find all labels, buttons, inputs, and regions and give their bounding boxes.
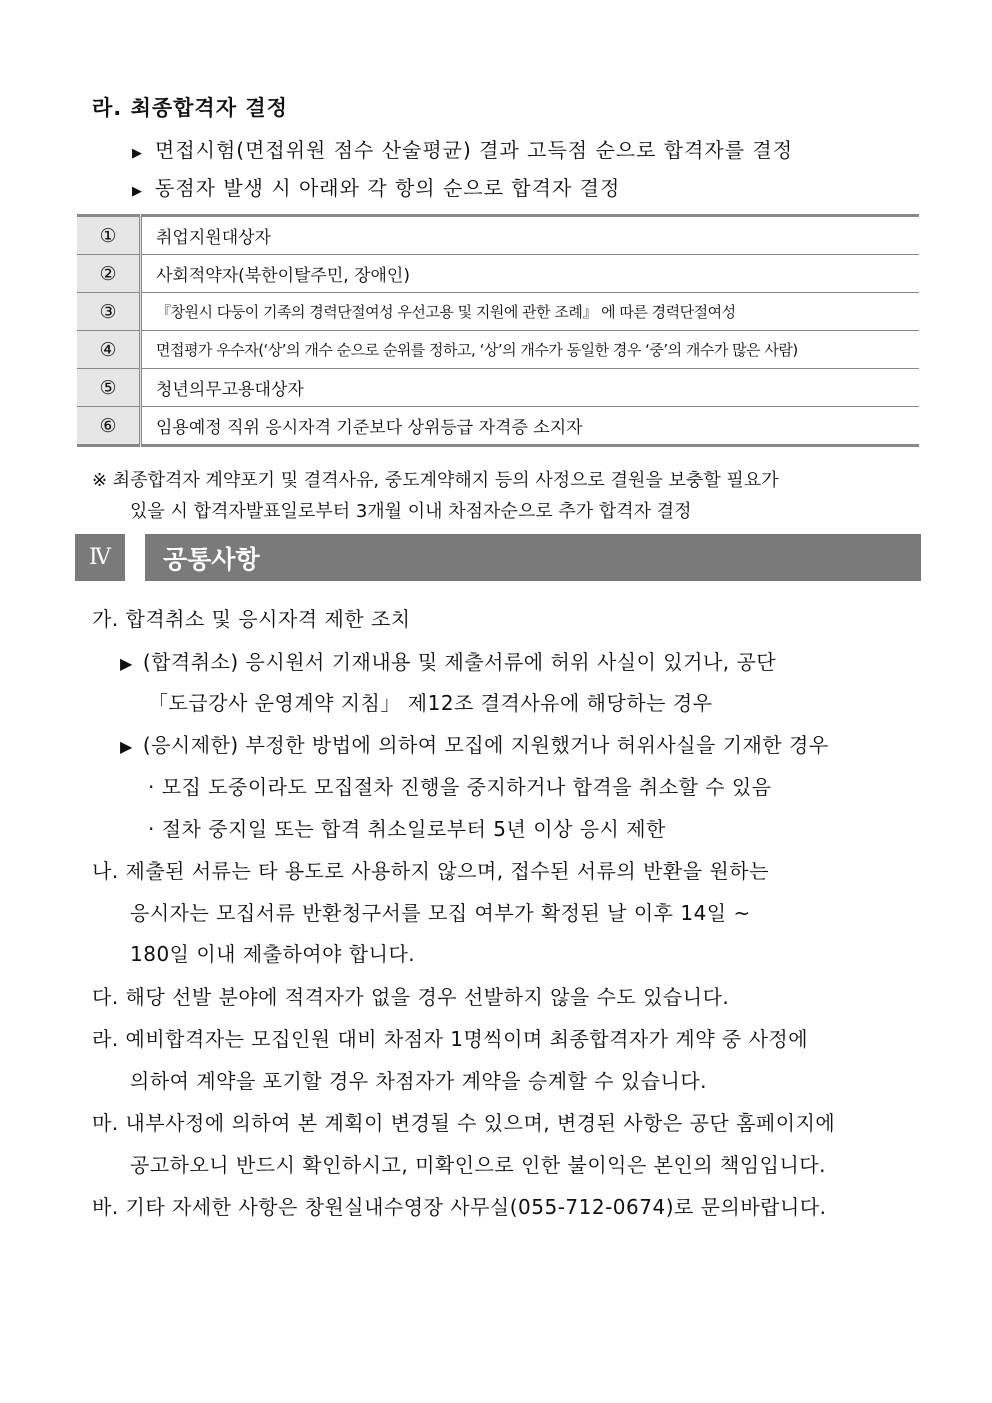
priority-number: ① xyxy=(77,216,141,255)
paragraph-ma: 마. 내부사정에 의하여 본 계획이 변경될 수 있으며, 변경된 사항은 공단 홈페이지에 xyxy=(92,1111,836,1135)
section-number-badge: Ⅳ xyxy=(75,534,125,581)
bullet-item: ▶ 동점자 발생 시 아래와 각 항의 순으로 합격자 결정 xyxy=(132,176,621,200)
priority-text: 사회적약자(북한이탈주민, 장애인) xyxy=(141,255,920,293)
paragraph-ma-continuation: 공고하오니 반드시 확인하시고, 미확인으로 인한 불이익은 본인의 책임입니다. xyxy=(130,1153,826,1177)
note-line: ※ 최종합격자 계약포기 및 결격사유, 중도계약해지 등의 사정으로 결원을 보충할 필요가 xyxy=(92,470,779,491)
note-line: 있을 시 합격자발표일로부터 3개월 이내 차점자순으로 추가 합격자 결정 xyxy=(130,501,692,522)
list-item-continuation: 「도급강사 운영계약 지침」 제12조 결격사유에 해당하는 경우 xyxy=(148,691,713,715)
paragraph-na-continuation: 180일 이내 제출하여야 합니다. xyxy=(130,942,416,966)
section-heading-ra: 라. 최종합격자 결정 xyxy=(92,96,288,120)
priority-number: ③ xyxy=(77,293,141,331)
table-row xyxy=(77,407,919,446)
table-row xyxy=(77,369,919,407)
sub-item: · 절차 중지일 또는 합격 취소일로부터 5년 이상 응시 제한 xyxy=(148,817,666,841)
triangle-bullet-icon: ▶ xyxy=(132,146,143,161)
paragraph-na-continuation: 응시자는 모집서류 반환청구서를 모집 여부가 확정된 날 이후 14일 ~ xyxy=(130,901,751,925)
table-row xyxy=(77,293,919,331)
paragraph-na: 나. 제출된 서류는 타 용도로 사용하지 않으며, 접수된 서류의 반환을 원하는 xyxy=(92,859,769,883)
list-item: ▶ (합격취소) 응시원서 기재내용 및 제출서류에 허위 사실이 있거나, 공단 xyxy=(120,650,777,674)
bullet-item: ▶ 면접시험(면접위원 점수 산술평균) 결과 고득점 순으로 합격자를 결정 xyxy=(132,138,794,162)
paragraph-ra: 라. 예비합격자는 모집인원 대비 차점자 1명씩이며 최종합격자가 계약 중 사정에 xyxy=(92,1027,809,1051)
paragraph-ra-continuation: 의하여 계약을 포기할 경우 차점자가 계약을 승계할 수 있습니다. xyxy=(130,1069,708,1093)
table-row xyxy=(77,331,919,369)
table-row xyxy=(77,216,919,255)
priority-text: 임용예정 직위 응시자격 기준보다 상위등급 자격증 소지자 xyxy=(156,418,583,438)
triangle-bullet-icon: ▶ xyxy=(132,184,143,199)
triangle-bullet-icon: ▶ xyxy=(120,737,133,756)
priority-text: 청년의무고용대상자 xyxy=(141,369,920,407)
list-item: ▶ (응시제한) 부정한 방법에 의하여 모집에 지원했거나 허위사실을 기재한 경우 xyxy=(120,733,829,757)
sub-item: · 모집 도중이라도 모집절차 진행을 중지하거나 합격을 취소할 수 있음 xyxy=(148,775,772,799)
paragraph-ba: 바. 기타 자세한 사항은 창원실내수영장 사무실(055-712-0674)로 문의바랍니다. xyxy=(92,1195,827,1219)
priority-number: ④ xyxy=(77,331,141,369)
paragraph-ga-heading: 가. 합격취소 및 응시자격 제한 조치 xyxy=(92,607,411,631)
paragraph-da: 다. 해당 선발 분야에 적격자가 없을 경우 선발하지 않을 수도 있습니다. xyxy=(92,985,730,1009)
tiebreak-priority-table xyxy=(77,214,919,447)
priority-number: ⑤ xyxy=(77,369,141,407)
section-title: 공통사항 xyxy=(145,534,921,581)
table-row xyxy=(77,255,919,293)
priority-text: 『창원시 다둥이 기족의 경력단절여성 우선고용 및 지원에 관한 조례』 에 따른 경력단절여성 xyxy=(141,293,920,331)
priority-number: ② xyxy=(77,255,141,293)
priority-text: 면접평가 우수자(‘상’의 개수 순으로 순위를 정하고, ‘상’의 개수가 동일한 경우 ‘중’의 개수가 많은 사람) xyxy=(141,331,920,369)
triangle-bullet-icon: ▶ xyxy=(120,654,133,673)
priority-number: ⑥ xyxy=(77,407,141,446)
priority-text: 취업지원대상자 xyxy=(141,216,920,255)
